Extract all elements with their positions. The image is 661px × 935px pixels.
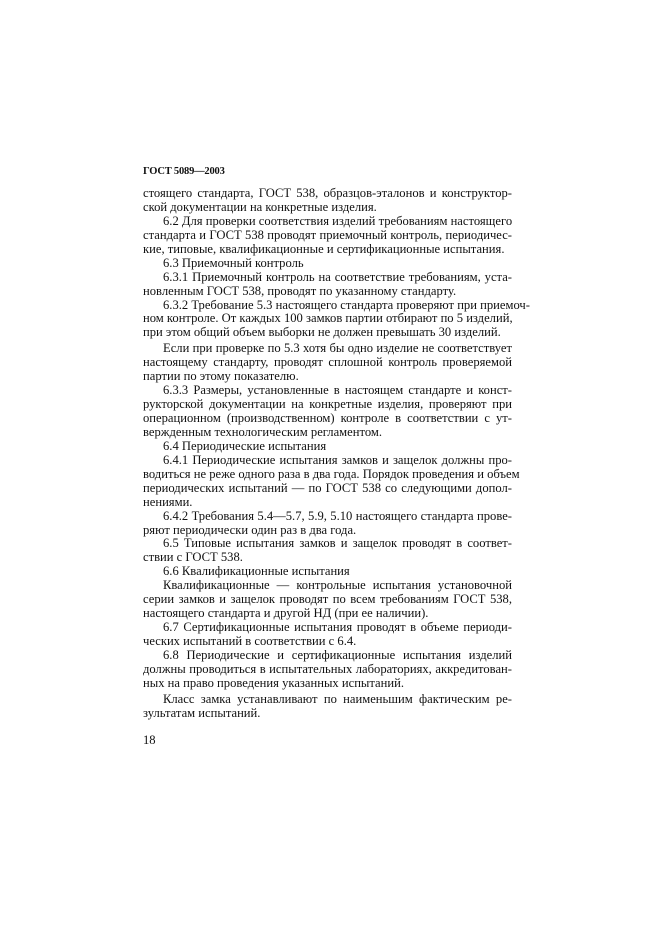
text-line: ствии с ГОСТ 538. — [143, 550, 243, 565]
text-line: зультатам испытаний. — [143, 705, 261, 720]
text-line: операционном (производственном) контроле в соответствии с ут- — [143, 411, 512, 425]
text-line: 6.3.3 Размеры, установленные в настоящем стандарте и конст- — [163, 383, 512, 398]
text-line: стандарта и ГОСТ 538 проводят приемочный контроль, периодичес- — [143, 227, 512, 242]
text-line: вержденным технологическим регламентом. — [143, 424, 382, 439]
text-line: ных на право проведения указанных испытаний. — [143, 675, 405, 690]
text-line: ческих испытаний в соответствии с 6.4. — [143, 634, 357, 648]
text-line: при этом общий объем выборки не должен превышать 30 изделий. — [143, 325, 501, 340]
text-line: Квалификационные — контрольные испытания установочной — [163, 578, 512, 593]
text-line: 6.4.1 Периодические испытания замков и защелок должны про- — [163, 452, 512, 467]
page-number: 18 — [143, 733, 156, 747]
text-line: 6.2 Для проверки соответствия изделий требованиям настоящего — [163, 213, 513, 228]
text-line: серии замков и защелок проводят по всем требованиям ГОСТ 538, — [143, 592, 512, 607]
text-line: 6.7 Сертификационные испытания проводят в объеме периоди- — [163, 620, 512, 635]
text-line: ской документации на конкретные изделия. — [143, 199, 377, 214]
text-line: 6.8 Периодические и сертификационные испытания изделий — [163, 647, 512, 662]
text-line: Класс замка устанавливают по наименьшим фактическим ре- — [163, 691, 512, 706]
text-line: партии по этому показателю. — [143, 369, 299, 384]
document-header: ГОСТ 5089—2003 — [143, 166, 225, 177]
text-line: 6.6 Квалификационные испытания — [163, 564, 350, 579]
text-line: 6.4 Периодические испытания — [163, 438, 327, 453]
text-line: ном контроле. От каждых 100 замков партии отбирают по 5 изделий, — [143, 311, 513, 326]
text-line: настоящего стандарта и другой НД (при ее наличии). — [143, 606, 429, 621]
text-line: водиться не реже одного раза в два года. Порядок проведения и объем — [143, 466, 520, 481]
text-line: периодических испытаний — по ГОСТ 538 со следующими допол- — [143, 480, 512, 495]
text-line: рукторской документации на конкретные изделия, проверяют при — [143, 397, 512, 412]
text-line: 6.3.1 Приемочный контроль на соответствие требованиям, уста- — [163, 269, 512, 284]
text-line: 6.5 Типовые испытания замков и защелок проводят в соответ- — [163, 536, 512, 551]
document-body — [143, 186, 530, 721]
text-line: кие, типовые, квалификационные и сертификационные испытания. — [143, 241, 505, 256]
text-line: 6.3.2 Требование 5.3 настоящего стандарта проверяют при приемоч- — [163, 297, 530, 312]
text-line: 6.4.2 Требования 5.4—5.7, 5.9, 5.10 настоящего стандарта прове- — [163, 508, 512, 523]
text-line: настоящему стандарту, проводят сплошной контроль проверяемой — [143, 355, 512, 370]
text-line: ряют периодически один раз в два года. — [143, 522, 357, 537]
text-line: стоящего стандарта, ГОСТ 538, образцов-эталонов и конструктор- — [143, 186, 512, 200]
text-line: новленным ГОСТ 538, проводят по указанному стандарту. — [143, 283, 457, 298]
text-line: Если при проверке по 5.3 хотя бы одно изделие не соответствует — [163, 341, 512, 356]
text-line: нениями. — [143, 494, 193, 509]
text-line: 6.3 Приемочный контроль — [163, 255, 304, 270]
text-line: должны проводиться в испытательных лабораториях, аккредитован- — [143, 661, 512, 676]
